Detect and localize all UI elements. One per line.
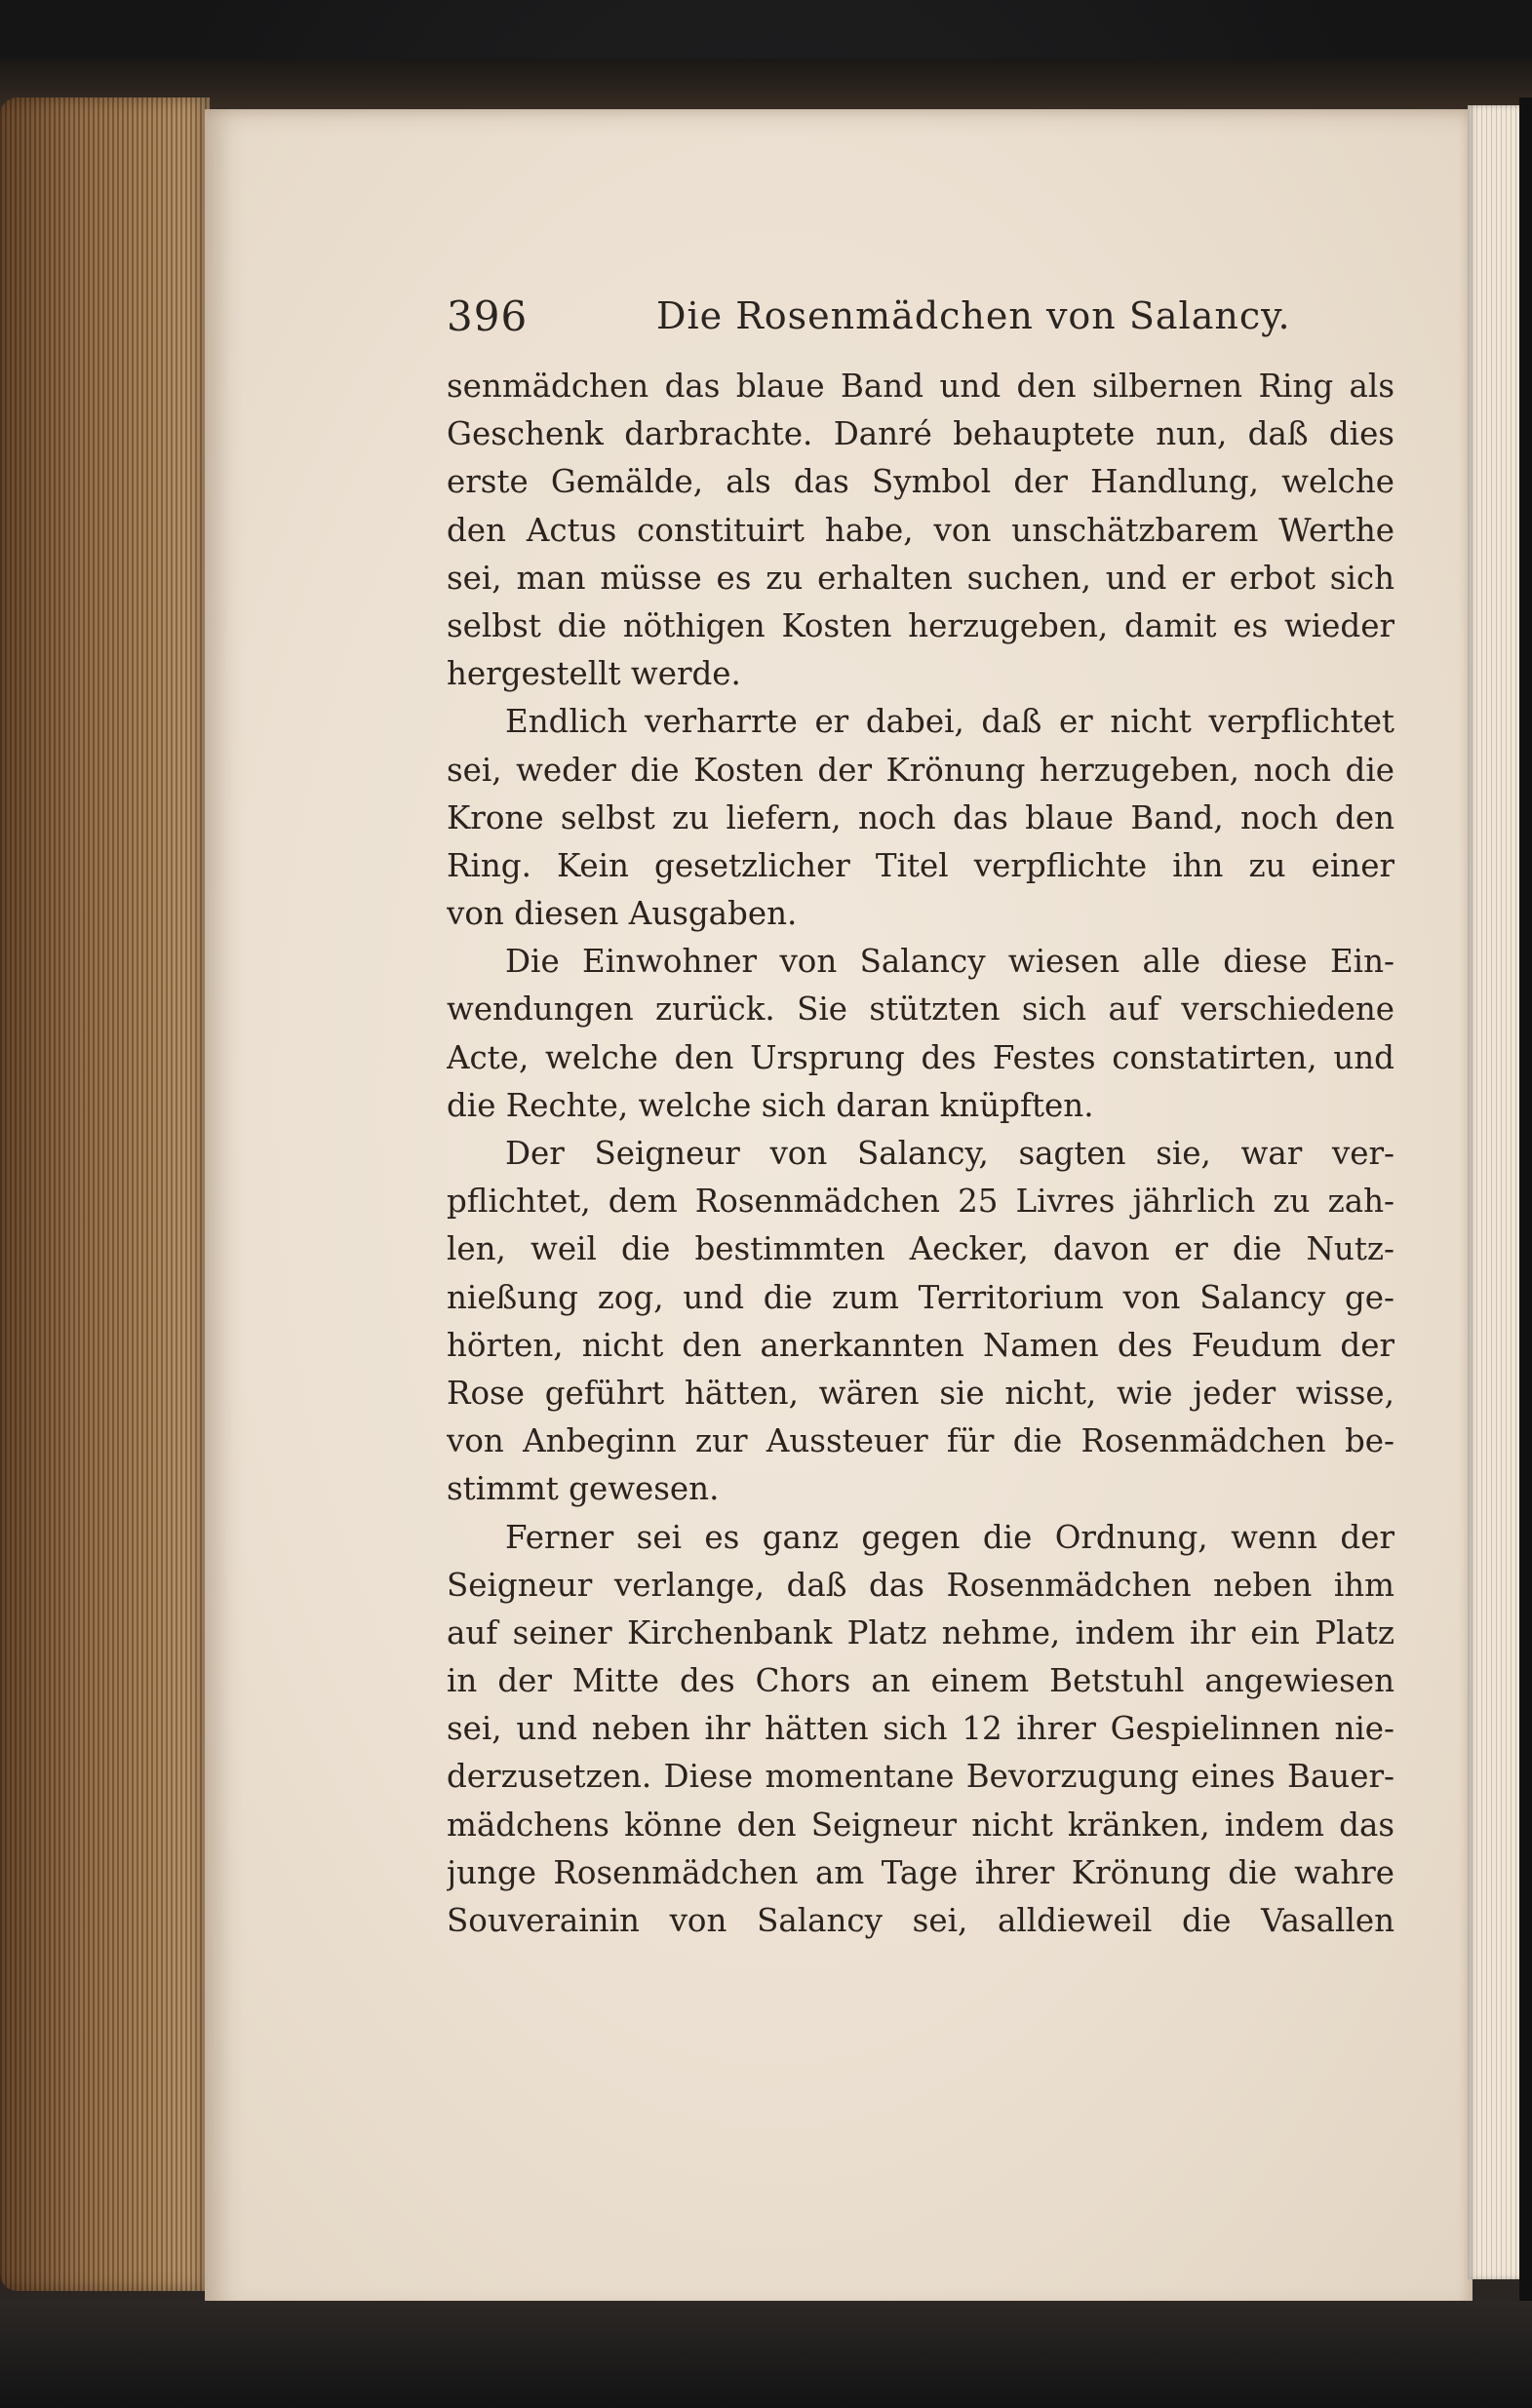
text-line: den Actus constituirt habe, von unschätzbarem Werthe: [447, 511, 1395, 549]
text-line: Ferner sei es ganz gegen die Ordnung, wenn der: [505, 1518, 1395, 1556]
text-line: sei, weder die Kosten der Krönung herzugeben, noch die: [447, 751, 1395, 789]
text-line: Ring. Kein gesetzlicher Titel verpflichte ihn zu einer: [447, 846, 1395, 884]
text-line: Souverainin von Salancy sei, alldieweil die Vasallen: [447, 1902, 1395, 1939]
text-line: senmädchen das blaue Band und den silbernen Ring als: [447, 368, 1395, 405]
page-header-title: Die Rosenmädchen von Salancy.: [656, 294, 1291, 337]
bottom-shadow: [0, 2301, 1532, 2408]
paragraph: [447, 698, 1395, 938]
text-line: in der Mitte des Chors an einem Betstuhl angewiesen: [447, 1662, 1395, 1700]
text-line: Der Seigneur von Salancy, sagten sie, war ver-: [505, 1135, 1395, 1172]
text-line: pflichtet, dem Rosenmädchen 25 Livres jährlich zu zah-: [447, 1183, 1395, 1221]
paragraph: [447, 1130, 1395, 1514]
text-line: von Anbeginn zur Aussteuer für die Rosenmädchen be-: [447, 1422, 1395, 1460]
text-line: Rose geführt hätten, wären sie nicht, wie jeder wisse,: [447, 1374, 1395, 1412]
text-line: Endlich verharrte er dabei, daß er nicht verpflichtet: [505, 703, 1395, 741]
text-line: hörten, nicht den anerkannten Namen des Feudum der: [447, 1326, 1395, 1364]
right-page-edges: [1468, 105, 1522, 2279]
text-line: sei, und neben ihr hätten sich 12 ihrer Gespielinnen nie-: [447, 1710, 1395, 1748]
text-line: von diesen Ausgaben.: [447, 895, 798, 933]
left-page-edges: [0, 97, 210, 2291]
text-line: Seigneur verlange, daß das Rosenmädchen neben ihm: [447, 1566, 1395, 1604]
text-line: hergestellt werde.: [447, 655, 741, 693]
text-line: derzusetzen. Diese momentane Bevorzugung eines Bauer-: [447, 1758, 1395, 1796]
text-line: nießung zog, und die zum Territorium von Salancy ge-: [447, 1278, 1395, 1316]
text-line: selbst die nöthigen Kosten herzugeben, damit es wieder: [447, 606, 1395, 644]
text-line: sei, man müsse es zu erhalten suchen, und er erbot sich: [447, 559, 1395, 597]
text-line: Krone selbst zu liefern, noch das blaue Band, noch den: [447, 798, 1395, 836]
paragraph: [447, 1514, 1395, 1946]
text-line: Acte, welche den Ursprung des Festes constatirten, und: [447, 1038, 1395, 1076]
text-line: auf seiner Kirchenbank Platz nehme, indem ihr ein Platz: [447, 1613, 1395, 1651]
right-cover-edge: [1519, 97, 1532, 2301]
text-line: wendungen zurück. Sie stützten sich auf verschiedene: [447, 990, 1395, 1029]
running-head: [447, 292, 1395, 351]
paragraph: [447, 363, 1395, 698]
top-shadow: [0, 58, 1532, 117]
text-line: stimmt gewesen.: [447, 1470, 720, 1508]
text-line: mädchens könne den Seigneur nicht kränken, indem das: [447, 1806, 1395, 1844]
body-text: [447, 363, 1395, 1945]
text-line: Geschenk darbrachte. Danré behauptete nun, daß dies: [447, 415, 1395, 453]
text-line: erste Gemälde, als das Symbol der Handlung, welche: [447, 463, 1395, 501]
page-content: [447, 292, 1395, 1945]
text-line: len, weil die bestimmten Aecker, davon er die Nutz-: [447, 1230, 1395, 1268]
text-line: junge Rosenmädchen am Tage ihrer Krönung die wahre: [447, 1853, 1395, 1891]
paragraph: [447, 938, 1395, 1130]
text-line: die Rechte, welche sich daran knüpften.: [447, 1086, 1094, 1124]
text-line: Die Einwohner von Salancy wiesen alle diese Ein-: [505, 943, 1395, 981]
page-number: 396: [447, 292, 529, 340]
